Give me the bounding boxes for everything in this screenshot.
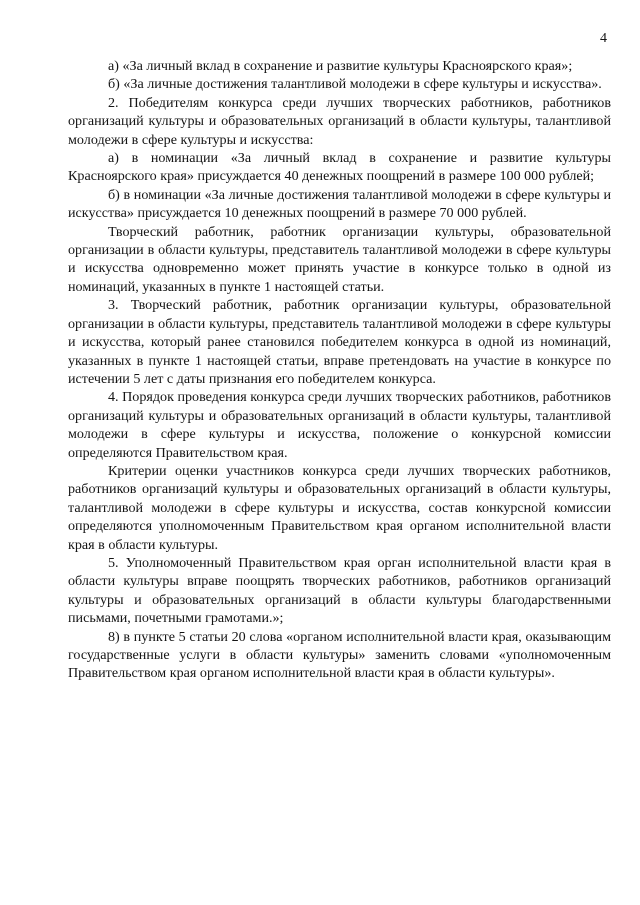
paragraph-3: 2. Победителям конкурса среди лучших творческих работников, работников организаций культуры и образовательных организаций в области культуры, талантливой молодежи в сфере культуры и искусства: [68,94,611,148]
document-body [68,57,611,683]
paragraph-11: 8) в пункте 5 статьи 20 слова «органом исполнительной власти края, оказывающим государственные услуги в области культуры» заменить словами «уполномоченным Правительством края органом исполнительной власти края в области культуры». [68,628,611,682]
page-number: 4 [600,31,607,46]
paragraph-8: 4. Порядок проведения конкурса среди лучших творческих работников, работников организаций культуры и образовательных организаций в области культуры, талантливой молодежи в сфере культуры и искусства, положение о конкурсной комиссии определяются Правительством края. [68,389,611,461]
paragraph-6: Творческий работник, работник организации культуры, образовательной организации в области культуры, представитель талантливой молодежи в сфере культуры и искусства одновременно может принять участие в конкурсе только в одной из номинаций, указанных в пункте 1 настоящей статьи. [68,223,611,295]
paragraph-2: б) «За личные достижения талантливой молодежи в сфере культуры и искусства». [108,76,602,93]
paragraph-1: а) «За личный вклад в сохранение и развитие культуры Красноярского края»; [108,58,573,74]
paragraph-10: 5. Уполномоченный Правительством края орган исполнительной власти края в области культуры вправе поощрять творческих работников, работников организаций культуры и образовательных организаций в области культуры благодарственными письмами, почетными грамотами.»; [68,554,611,627]
paragraph-9: Критерии оценки участников конкурса среди лучших творческих работников, работников организаций культуры и образовательных организаций в области культуры, талантливой молодежи в сфере культуры и искусства, состав конкурсной комиссии определяются уполномоченным Правительством края органом исполнительной власти края в области культуры. [68,462,611,553]
paragraph-7: 3. Творческий работник, работник организации культуры, образовательной организации в области культуры, представитель талантливой молодежи в сфере культуры и искусства, который ранее становился победителем конкурса в одной из номинаций, указанных в пункте 1 настоящей статьи, вправе претендовать на участие в конкурсе по истечении 5 лет с даты признания его победителем конкурса. [68,297,611,387]
paragraph-5: б) в номинации «За личные достижения талантливой молодежи в сфере культуры и искусства» присуждается 10 денежных поощрений в размере 70 000 рублей. [68,186,611,222]
paragraph-4: а) в номинации «За личный вклад в сохранение и развитие культуры Красноярского края» присуждается 40 денежных поощрений в размере 100 000 рублей; [68,150,611,185]
